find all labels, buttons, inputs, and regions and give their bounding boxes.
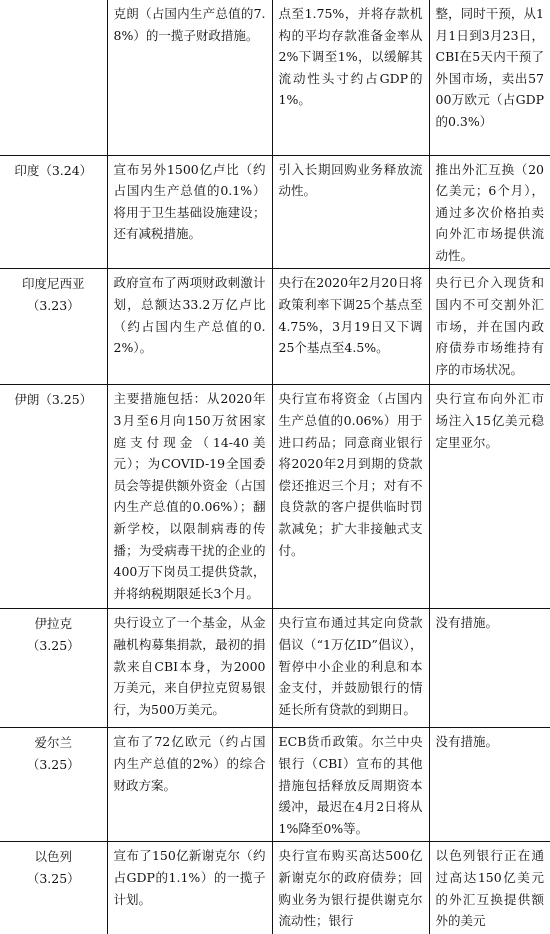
fiscal-cell: 克朗（占国内生产总值的7.8%）的一揽子财政措施。: [107, 0, 272, 155]
fiscal-cell: 主要措施包括：从2020年3月至6月向150万贫困家庭支付现金（14-40美元）；为COVID-19全国委员会等提供额外资金（占国内生产总值的0.06%）；翻新学校，以限制病毒的传播；为受病毒干扰的企业的400万下岗员工提供贷款，并将纳税期限延长3个月。: [107, 385, 272, 609]
fiscal-cell: 宣布另外1500亿卢比（约占国内生产总值的0.1%）将用于卫生基础设施建设；还有减税措施。: [107, 155, 272, 269]
country-date: （3.25）: [26, 638, 80, 654]
country-cell: [0, 609, 107, 728]
fiscal-cell: 宣布了150亿新谢克尔（约占GDP的1.1%）的一揽子计划。: [107, 842, 272, 934]
table-row: [0, 0, 550, 155]
monetary-cell: 央行在2020年2月20日将政策利率下调25个基点至4.75%，3月19日又下调25个基点至4.5%。: [272, 269, 429, 385]
table-row: [0, 385, 550, 609]
country-date: （3.23）: [26, 298, 80, 314]
country-name: 印度尼西亚: [21, 276, 85, 292]
fx-cell: 央行宣布向外汇市场注入15亿美元稳定里亚尔。: [429, 385, 550, 609]
country-name: 伊拉克: [34, 616, 72, 632]
country-cell: [0, 728, 107, 842]
country-date: （3.25）: [26, 757, 80, 773]
monetary-cell: 央行宣布通过其定向贷款倡议（“1万亿ID”倡议），暂停中小企业的利息和本金支付，并鼓励银行的情延长所有贷款的到期日。: [272, 609, 429, 728]
country-cell: [0, 385, 107, 609]
country-date: （3.25）: [26, 871, 80, 887]
fiscal-cell: 央行设立了一个基金，从金融机构募集捐款，最初的捐款来自CBI本身，为2000万美元，来自伊拉克贸易银行，为500万美元。: [107, 609, 272, 728]
table-row: [0, 155, 550, 269]
country-name: 爱尔兰: [34, 735, 72, 751]
country-name: 以色列: [34, 849, 72, 865]
country-name: 印度（3.24）: [14, 162, 93, 178]
country-cell: [0, 269, 107, 385]
monetary-cell: 引入长期回购业务释放流动性。: [272, 155, 429, 269]
table-row: [0, 609, 550, 728]
monetary-cell: 央行宣布购买高达500亿新谢克尔的政府债券；回购业务为银行提供谢克尔流动性；银行: [272, 842, 429, 934]
fiscal-cell: 宣布了72亿欧元（约占国内生产总值的2%）的综合财政方案。: [107, 728, 272, 842]
monetary-cell: 点至1.75%，并将存款机构的平均存款准备金率从2%下调至1%，以缓解其流动性头寸约占GDP的1%。: [272, 0, 429, 155]
fx-cell: 整，同时干预，从1月1日到3月23日，CBI在5天内干预了外国市场，卖出5700万欧元（占GDP的0.3%）: [429, 0, 550, 155]
monetary-cell: ECB货币政策。尔兰中央银行（CBI）宣布的其他措施包括释放反周期资本缓冲，最迟在4月2日将从1%降至0%等。: [272, 728, 429, 842]
monetary-cell: 央行宣布将资金（占国内生产总值的0.06%）用于进口药品；同意商业银行将2020年2月到期的贷款偿还推迟三个月；对有不良贷款的客户提供临时罚款减免；扩大非接触式支付。: [272, 385, 429, 609]
table-row: [0, 842, 550, 934]
country-name: 伊朗（3.25）: [14, 392, 93, 408]
fx-cell: 没有措施。: [429, 609, 550, 728]
country-cell: [0, 842, 107, 934]
fx-cell: 央行已介入现货和国内不可交割外汇市场，并在国内政府债券市场维持有序的市场状况。: [429, 269, 550, 385]
fiscal-cell: 政府宣布了两项财政刺激计划，总额达33.2万亿卢比（约占国内生产总值的0.2%）。: [107, 269, 272, 385]
table-row: [0, 728, 550, 842]
country-cell: [0, 0, 107, 155]
table-row: [0, 269, 550, 385]
country-cell: [0, 155, 107, 269]
fx-cell: 没有措施。: [429, 728, 550, 842]
fx-cell: 以色列银行正在通过高达150亿美元的外汇互换提供额外的美元: [429, 842, 550, 934]
fx-cell: 推出外汇互换（20亿美元；6个月），通过多次价格拍卖向外汇市场提供流动性。: [429, 155, 550, 269]
